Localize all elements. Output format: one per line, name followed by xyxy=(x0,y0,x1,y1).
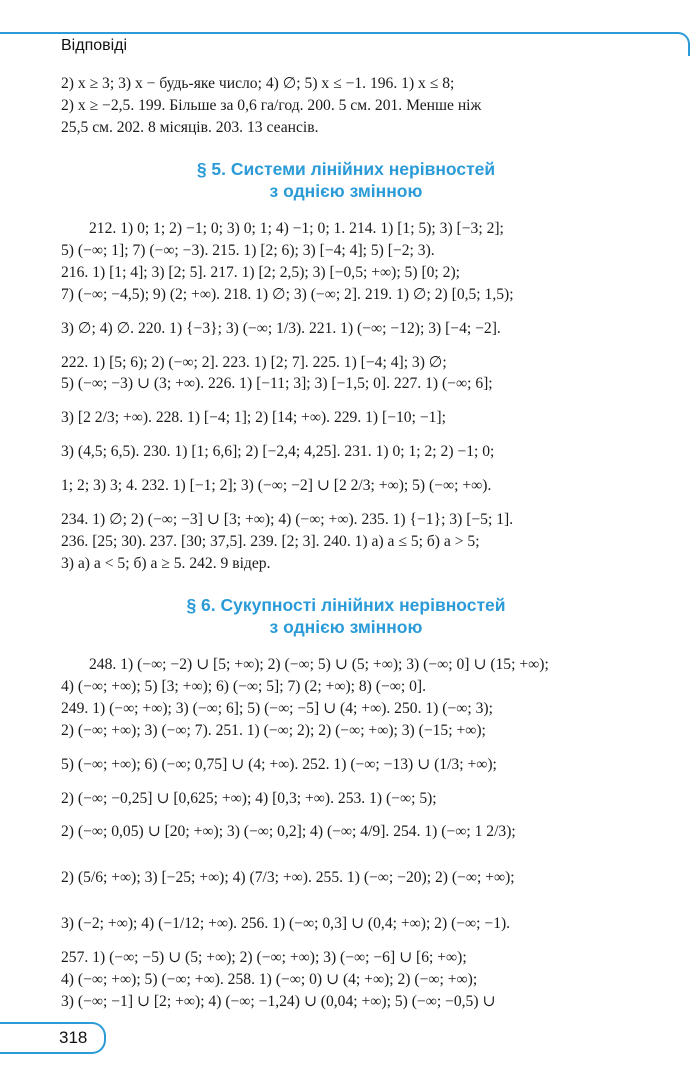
answer-line: 257. 1) (−∞; −5) ∪ (5; +∞); 2) (−∞; +∞); 3) (−∞; −6] ∪ [6; +∞); xyxy=(61,949,467,967)
answer-line: 5) (−∞; +∞); 6) (−∞; 0,75] ∪ (4; +∞). 252. 1) (−∞; −13) ∪ (1/3; +∞); xyxy=(61,755,497,773)
answer-line: 4) (−∞; +∞); 5) (−∞; +∞). 258. 1) (−∞; 0) ∪ (4; +∞); 2) (−∞; +∞); xyxy=(61,971,478,989)
page-number: 318 xyxy=(59,1028,88,1047)
answer-line: 2) (−∞; 0,05) ∪ [20; +∞); 3) (−∞; 0,2]; 4) (−∞; 4/9]. 254. 1) (−∞; 1 2/3); xyxy=(61,823,516,841)
answer-line: 2) (−∞; +∞); 3) (−∞; 7). 251. 1) (−∞; 2); 2) (−∞; +∞); 3) (−15; +∞); xyxy=(61,721,486,739)
answer-line: 1; 2; 3) 3; 4. 232. 1) [−1; 2]; 3) (−∞; −2] ∪ [2 2/3; +∞); 5) (−∞; +∞). xyxy=(61,476,492,494)
answer-line: 3) ∅; 4) ∅. 220. 1) {−3}; 3) (−∞; 1/3). 221. 1) (−∞; −12); 3) [−4; −2]. xyxy=(61,319,501,337)
answer-line: 248. 1) (−∞; −2) ∪ [5; +∞); 2) (−∞; 5) ∪ (5; +∞); 3) (−∞; 0] ∪ (15; +∞); xyxy=(89,656,549,674)
answer-line: 4) (−∞; +∞); 5) [3; +∞); 6) (−∞; 5]; 7) (2; +∞); 8) (−∞; 0]. xyxy=(61,678,426,696)
answer-line: 5) (−∞; 1]; 7) (−∞; −3). 215. 1) [2; 6); 3) [−4; 4]; 5) [−2; 3). xyxy=(61,242,435,260)
section-title: § 5. Системи лінійних нерівностей xyxy=(196,159,496,180)
answer-line: 2) x ≥ −2,5. 199. Більше за 0,6 га/год. 200. 5 см. 201. Менше ніж xyxy=(61,96,482,114)
section-title: з однією змінною xyxy=(269,181,423,202)
page-number-frame xyxy=(0,1022,106,1054)
page-content xyxy=(61,73,631,1013)
answer-line: 236. [25; 30). 237. [30; 37,5]. 239. [2; 3]. 240. 1) a) a ≤ 5; б) a > 5; xyxy=(61,532,480,550)
answer-line: 25,5 см. 202. 8 місяців. 203. 13 сеансів. xyxy=(61,118,319,136)
answer-line: 2) x ≥ 3; 3) x − будь-яке число; 4) ∅; 5) x ≤ −1. 196. 1) x ≤ 8; xyxy=(61,75,455,92)
answer-line: 234. 1) ∅; 2) (−∞; −3] ∪ [3; +∞); 4) (−∞; +∞). 235. 1) {−1}; 3) [−5; 1]. xyxy=(61,510,514,528)
answer-line: 3) a) a < 5; б) a ≥ 5. 242. 9 відер. xyxy=(61,554,271,572)
answer-line: 3) (−∞; −1] ∪ [2; +∞); 4) (−∞; −1,24) ∪ (0,04; +∞); 5) (−∞; −0,5) ∪ xyxy=(61,992,496,1010)
answer-line: 2) (5/6; +∞); 3) [−25; +∞); 4) (7/3; +∞). 255. 1) (−∞; −20); 2) (−∞; +∞); xyxy=(61,869,515,887)
answer-line: 2) (−∞; −0,25] ∪ [0,625; +∞); 4) [0,3; +∞). 253. 1) (−∞; 5); xyxy=(61,789,437,807)
answer-line: 216. 1) [1; 4]; 3) [2; 5]. 217. 1) [2; 2,5); 3) [−0,5; +∞); 5) [0; 2); xyxy=(61,263,460,281)
answer-line: 212. 1) 0; 1; 2) −1; 0; 3) 0; 1; 4) −1; 0; 1. 214. 1) [1; 5); 3) [−3; 2]; xyxy=(89,220,504,238)
answer-line: 5) (−∞; −3) ∪ (3; +∞). 226. 1) [−11; 3]; 3) [−1,5; 0]. 227. 1) (−∞; 6]; xyxy=(61,375,493,393)
answer-line: 3) [2 2/3; +∞). 228. 1) [−4; 1]; 2) [14; +∞). 229. 1) [−10; −1]; xyxy=(61,409,446,427)
section-title: § 6. Сукупності лінійних нерівностей xyxy=(186,595,506,616)
answer-line: 3) (4,5; 6,5). 230. 1) [1; 6,6]; 2) [−2,4; 4,25]. 231. 1) 0; 1; 2; 2) −1; 0; xyxy=(61,443,495,461)
section-title: з однією змінною xyxy=(269,617,423,638)
answer-line: 7) (−∞; −4,5); 9) (2; +∞). 218. 1) ∅; 3) (−∞; 2]. 219. 1) ∅; 2) [0,5; 1,5); xyxy=(61,285,514,303)
answer-line: 3) (−2; +∞); 4) (−1/12; +∞). 256. 1) (−∞; 0,3] ∪ (0,4; +∞); 2) (−∞; −1). xyxy=(61,915,511,933)
page-header xyxy=(0,32,695,60)
answer-line: 222. 1) [5; 6); 2) (−∞; 2]. 223. 1) [2; 7]. 225. 1) [−4; 4]; 3) ∅; xyxy=(61,353,447,371)
answer-line: 249. 1) (−∞; +∞); 3) (−∞; 6]; 5) (−∞; −5] ∪ (4; +∞). 250. 1) (−∞; 3); xyxy=(61,699,493,717)
header-title: Відповіді xyxy=(61,37,128,54)
